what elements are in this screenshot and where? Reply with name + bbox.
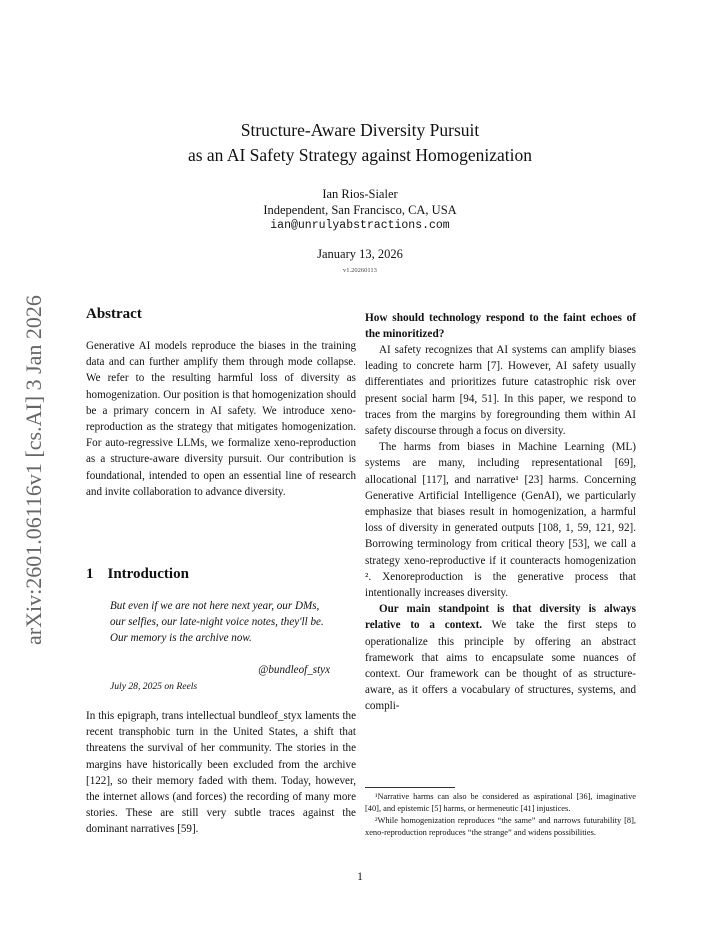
- standpoint-bold: Our main standpoint is that diversity is always relative to a context.: [365, 603, 636, 632]
- right-column: [365, 310, 636, 715]
- footnotes: [365, 791, 636, 839]
- intro-paragraph: In this epigraph, trans intellectual bundleof_styx laments the recent transphobic turn in the United States, a shift that threatens the survival of her community. The stories in the margins have historically been excluded from the archive [122], so their memory faded with them. Today, however, the internet allows (and forces) the recording of many more stories. These are still very subtle traces against the dominant narratives [59].: [86, 710, 356, 836]
- section-title: Introduction: [107, 566, 189, 582]
- right-paragraph-3: [365, 601, 636, 714]
- title-line-1: Structure-Aware Diversity Pursuit: [240, 120, 480, 140]
- title-line-2: as an AI Safety Strategy against Homogenization: [187, 145, 533, 165]
- page-number: 1: [357, 871, 363, 883]
- epigraph-quote: But even if we are not here next year, our DMs, our selfies, our late-night voice notes, they'll be. Our memory is the archive now.: [110, 600, 324, 645]
- paper-date: January 13, 2026: [317, 247, 403, 261]
- footnote-rule: [365, 787, 455, 788]
- paper-version: v1.20260113: [343, 267, 377, 274]
- abstract-heading: Abstract: [86, 306, 142, 322]
- footnote-2: ²While homogenization reproduces “the same” and narrows futurability [8], xeno-reproduction reproduces “the strange” and widens possibilities.: [365, 816, 636, 837]
- abstract-text: [86, 338, 356, 500]
- standpoint-text: We take the first steps to operationalize this principle by offering an abstract framework that aims to encapsulate some nuances of context. Our framework can be thought of as structure-aware, as it offers a vocabulary of structures, systems, and compli-: [365, 619, 636, 713]
- arxiv-stamp-text: arXiv:2601.06116v1 [cs.AI] 3 Jan 2026: [21, 295, 46, 645]
- epigraph-handle: @bundleof_styx: [258, 664, 330, 676]
- author-block: [0, 186, 720, 234]
- author-affiliation: Independent, San Francisco, CA, USA: [263, 203, 457, 217]
- right-paragraph-1: AI safety recognizes that AI systems can amplify biases leading to concrete harm [7]. However, AI safety usually differentiates and prioritizes future catastrophic risk over present social harm [94, 51]. In this paper, we respond to traces from the margins by foregrounding them within AI safety discourse through a focus on diversity.: [365, 344, 636, 438]
- section-heading-introduction: [86, 566, 189, 583]
- section-number: 1: [86, 566, 94, 582]
- footnote-1: ¹Narrative harms can also be considered as aspirational [36], imaginative [40], and epistemic [5] harms, or hermeneutic [41] injustices.: [365, 792, 636, 813]
- author-name: Ian Rios-Sialer: [322, 187, 398, 201]
- paper-title: [0, 118, 720, 168]
- run-in-heading: How should technology respond to the faint echoes of the minoritized?: [365, 312, 636, 340]
- abstract-paragraph: Generative AI models reproduce the biases in the training data and can further amplify them through mode collapse. We refer to the resulting harmful loss of diversity as homogenization. Our position is that homogenization should be a primary concern in AI safety. We introduce xeno-reproduction as the strategy that mitigates homogenization. For auto-regressive LLMs, we formalize xeno-reproduction as a structure-aware diversity pursuit. Our contribution is foundational, intended to open an essential line of research and invite collaboration to advance diversity.: [86, 340, 356, 498]
- epigraph-date: July 28, 2025 on Reels: [110, 681, 198, 692]
- right-paragraph-2: The harms from biases in Machine Learning (ML) systems are many, including representational [69], allocational [117], and narrative¹ [23] harms. Concerning Generative Artificial Intelligence (GenAI), we particularly emphasize that biases result in homogenization, a harmful loss of diversity in generated outputs [108, 1, 59, 121, 92]. Borrowing terminology from critical theory [53], we call a strategy xeno-reproductive if it counteracts homogenization ². Xenoreproduction is the generative process that intentionally increases diversity.: [365, 441, 636, 600]
- author-email[interactable]: ian@unrulyabstractions.com: [270, 219, 450, 232]
- arxiv-stamp: [8, 270, 52, 650]
